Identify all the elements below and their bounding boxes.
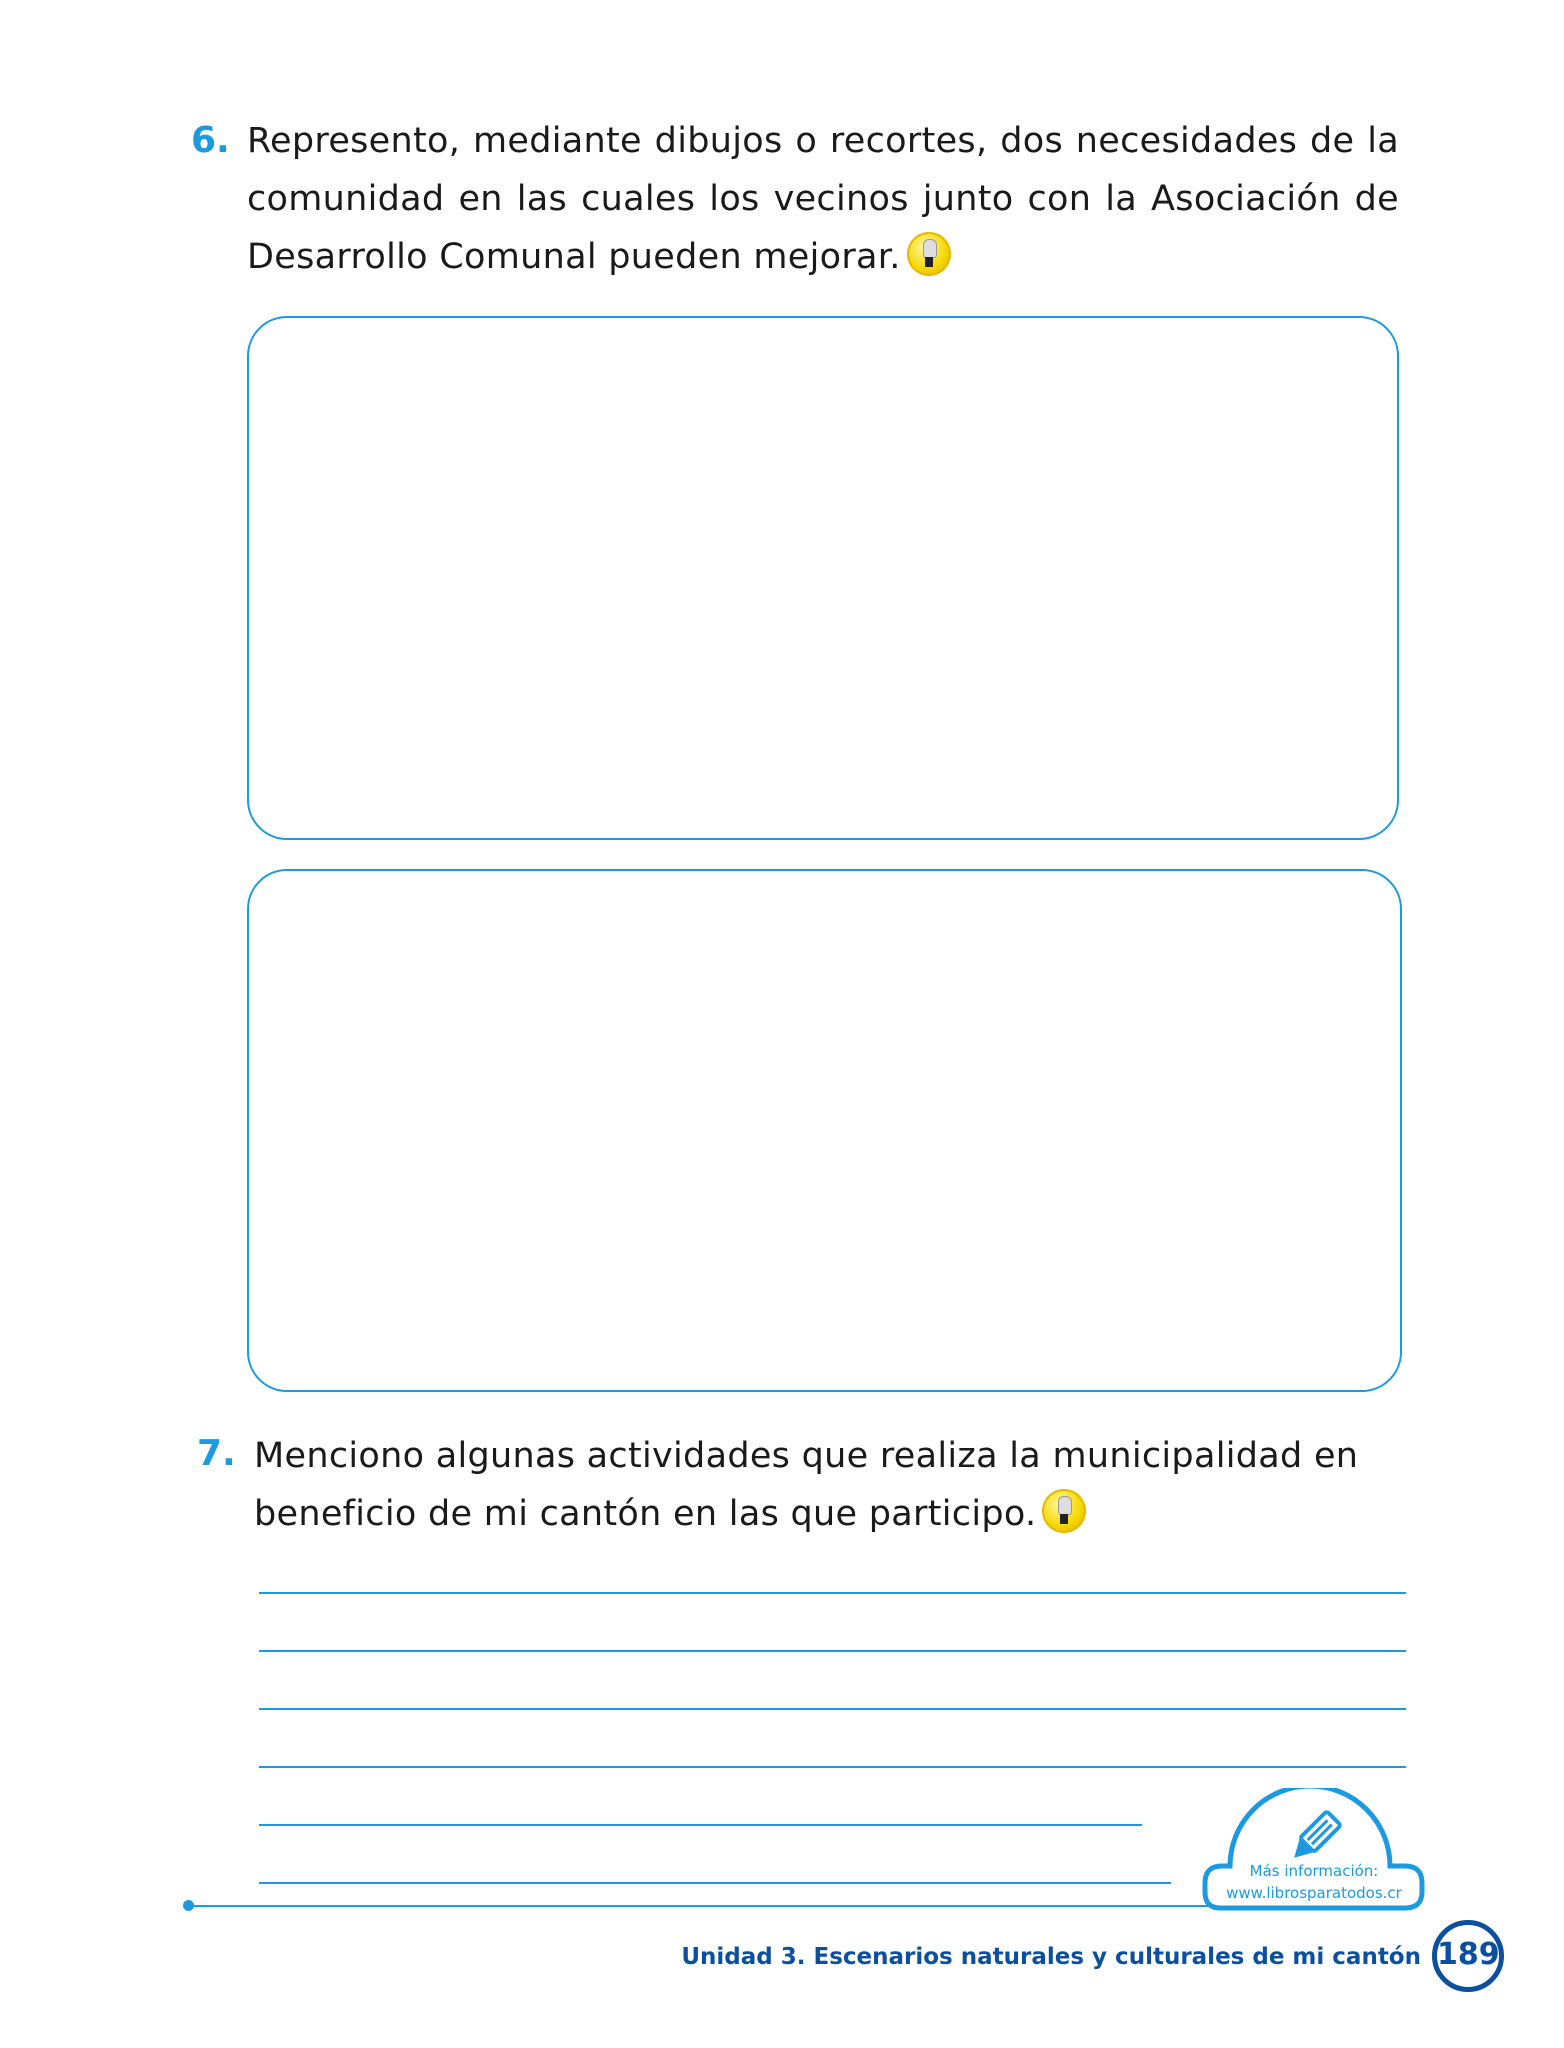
info-url[interactable]: www.librosparatodos.cr (1226, 1884, 1402, 1902)
footer-divider-dot (183, 1900, 194, 1911)
page-number: 189 (1432, 1920, 1504, 1992)
question-7-number: 7. (197, 1433, 236, 1474)
info-cloud (1200, 1788, 1428, 1914)
unit-title: Unidad 3. Escenarios naturales y culturales de mi cantón (681, 1944, 1421, 1970)
lightbulb-icon (907, 232, 951, 276)
drawing-box-1[interactable] (247, 316, 1399, 840)
question-6-label: Represento, mediante dibujos o recortes, dos necesidades de la comunidad en las cuales los vecinos junto con la Asociación de Desarrollo Comunal pueden mejorar. (247, 121, 1399, 277)
drawing-box-2[interactable] (247, 869, 1402, 1392)
question-6-number: 6. (191, 120, 230, 161)
answer-line-6[interactable] (259, 1882, 1171, 1884)
answer-line-4[interactable] (259, 1766, 1406, 1768)
answer-line-2[interactable] (259, 1650, 1406, 1652)
info-label: Más información: (1249, 1862, 1379, 1880)
answer-line-1[interactable] (259, 1592, 1406, 1594)
lightbulb-icon (1042, 1489, 1086, 1533)
answer-line-3[interactable] (259, 1708, 1406, 1710)
answer-line-5[interactable] (259, 1824, 1142, 1826)
question-7-label: Menciono algunas actividades que realiza la municipalidad en beneficio de mi cantón en las que participo. (254, 1436, 1359, 1534)
footer-divider (188, 1905, 1208, 1907)
question-7-text (254, 1427, 1364, 1543)
question-6-text (247, 112, 1399, 286)
pencil-icon (1284, 1808, 1344, 1868)
